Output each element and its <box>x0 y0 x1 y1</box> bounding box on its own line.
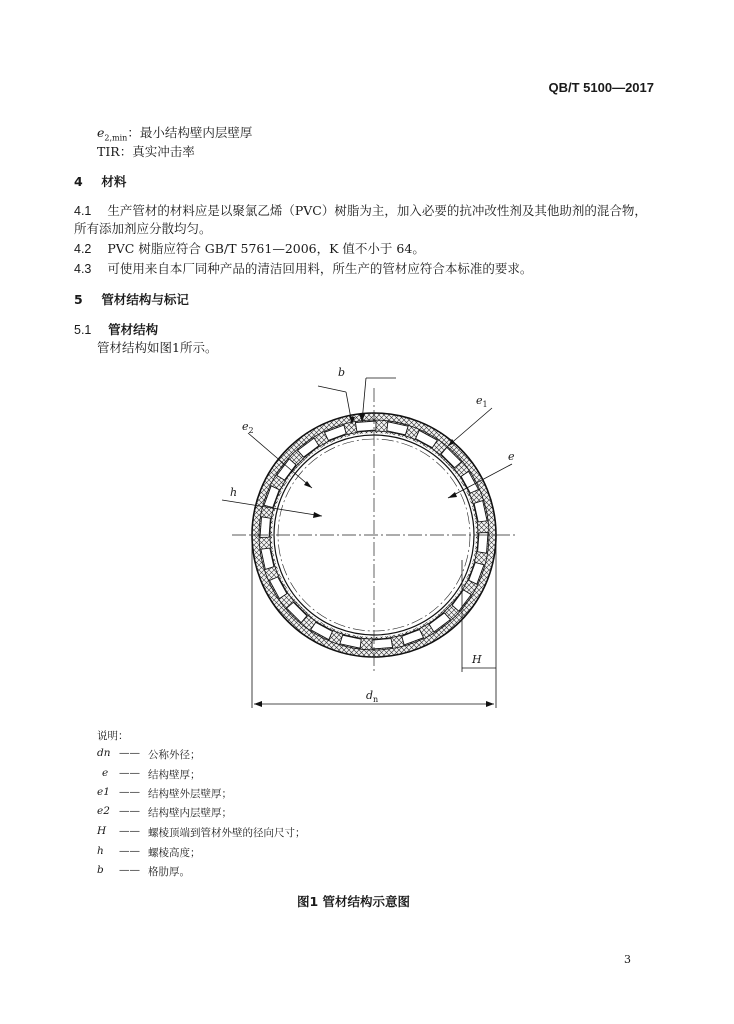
pipe-structure-figure <box>200 364 540 714</box>
legend-title: 说明： <box>97 730 129 742</box>
legend-dash: —— <box>119 864 140 876</box>
legend-symbol: e2 <box>97 805 110 817</box>
section-4-heading <box>74 172 126 190</box>
page-number: 3 <box>624 953 631 966</box>
rib-cell <box>260 517 270 538</box>
legend-description: 公称外径； <box>148 749 201 761</box>
definition-text: ：最小结构壁内层壁厚 <box>127 125 253 140</box>
definition-text: ：真实冲击率 <box>119 144 195 159</box>
clause-line: 可使用来自本厂同种产品的清洁回用料，所生产的管材应符合本标准的要求。 <box>107 261 533 276</box>
legend-dash: —— <box>119 845 140 857</box>
definition-tir <box>97 143 195 161</box>
section-5-heading <box>74 290 189 308</box>
clause-number: 4.2 <box>74 242 92 256</box>
legend-description: 格肋厚。 <box>148 866 190 878</box>
legend-symbol: h <box>97 845 104 857</box>
clause-4-1-line2: 所有添加剂应分散均匀。 <box>74 221 212 236</box>
clause-4-3 <box>74 260 532 278</box>
label-e: e <box>508 450 515 463</box>
legend-dash: —— <box>119 805 140 817</box>
label-b: b <box>338 366 346 379</box>
clause-4-1 <box>74 202 647 220</box>
standard-code: QB/T 5100—2017 <box>548 80 654 95</box>
clause-number: 4.1 <box>74 204 92 218</box>
legend-symbol: e1 <box>97 786 110 798</box>
definition-e2min: $e_{2,min}$：最小结构壁内层壁厚 <box>97 125 253 143</box>
label-e1: $e_1$ <box>476 394 488 409</box>
label-H: H <box>472 653 482 666</box>
legend-description: 结构壁外层壁厚； <box>148 788 232 800</box>
definition-symbol: TIR <box>97 144 120 159</box>
legend-symbol: b <box>97 864 104 876</box>
legend-dash: —— <box>119 767 140 779</box>
legend-description: 结构壁厚； <box>148 769 201 781</box>
subsection-5-1-text: 管材结构如图1所示。 <box>97 340 218 355</box>
label-dn: $d_n$ <box>366 689 379 704</box>
dn-arrow-right <box>486 701 494 707</box>
legend-description: 结构壁内层壁厚； <box>148 807 232 819</box>
legend-symbol: H <box>97 825 107 837</box>
dn-arrow-left <box>254 701 262 707</box>
h-arrow <box>313 512 322 518</box>
legend-description: 螺棱高度； <box>148 847 201 859</box>
section-number: 5 <box>74 292 83 307</box>
leader-e1 <box>448 408 492 446</box>
clause-4-2 <box>74 240 425 258</box>
leader-b-left <box>318 386 346 392</box>
rib-cell <box>372 639 393 649</box>
legend-symbol: dn <box>97 747 111 759</box>
section-title: 材料 <box>101 174 127 189</box>
subsection-title: 管材结构 <box>108 322 159 337</box>
e-arrow <box>448 492 457 498</box>
subsection-5-1-heading <box>74 320 158 338</box>
figure-caption: 图1 管材结构示意图 <box>297 894 411 909</box>
section-title: 管材结构与标记 <box>101 292 189 307</box>
rib-cell <box>355 421 376 431</box>
clause-line: PVC 树脂应符合 GB/T 5761—2006，K 值不小于 64。 <box>107 241 425 256</box>
clause-number: 4.3 <box>74 262 92 276</box>
label-e2: $e_2$ <box>242 420 254 435</box>
legend-dash: —— <box>119 786 140 798</box>
legend-dash: —— <box>119 747 140 759</box>
legend-symbol: e <box>102 767 109 779</box>
legend-dash: —— <box>119 825 140 837</box>
rib-cell <box>478 533 488 554</box>
section-number: 4 <box>74 174 83 189</box>
legend-description: 螺棱顶端到管材外壁的径向尺寸； <box>148 827 306 839</box>
clause-line: 生产管材的材料应是以聚氯乙烯（PVC）树脂为主，加入必要的抗冲改性剂及其他助剂的混合物， <box>107 203 647 218</box>
label-h: h <box>230 486 238 499</box>
subsection-number: 5.1 <box>74 323 92 337</box>
